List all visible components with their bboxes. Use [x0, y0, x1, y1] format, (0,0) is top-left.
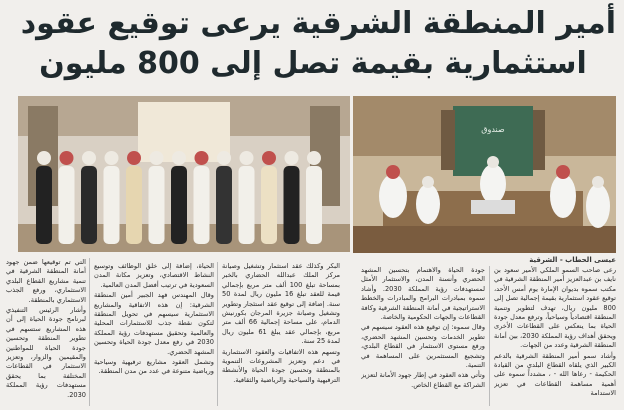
- article-column-1: [494, 266, 616, 406]
- headline-line-2: استثمارية بقيمة تصل إلى 800 مليون: [39, 46, 587, 81]
- group-photo: [18, 96, 350, 252]
- paragraph: وتسهم هذه الاتفاقيات والعقود الاستثمارية في دعم وتعزيز المشروعات التنموية بالمنطقة وتحسين جودة الحياة والأنشطة الترفيهية والسياحية والرياضية والثقافية.: [222, 347, 340, 384]
- paragraph: وأشار الرئيس التنفيذي لبرنامج جودة الحياة إلى أن هذه المشاريع ستسهم في تطوير المنطقة وتحسين جودة الحياة للمواطنين والمقيمين والزوار، وتعزيز الاستثمار في القطاعات المختلفة بما يحقق مستهدفات رؤية المملكة 2030.: [6, 306, 86, 399]
- paragraph: وقال سموه: إن توقيع هذه العقود سيسهم في تطوير الخدمات وتحسين المشهد الحضري، ورفع مستوى الاستثمار في القطاع البلدي، وتشجيع المستثمرين على المساهمة في التنمية.: [361, 323, 485, 370]
- paragraph: وتأتي هذه العقود في إطار جهود الأمانة لتعزيز الشراكة مع القطاع الخاص.: [361, 371, 485, 389]
- column-divider: [89, 258, 90, 406]
- paragraph: وأشاد سمو أمير المنطقة الشرقية بالدعم الكبير الذي يلقاه القطاع البلدي من القيادة الحكيمة - رعاها الله - ، مشدداً سموه على أهمية مساهمة القطاعات في تعزيز الاستدامة: [494, 351, 616, 398]
- article-column-2: [361, 266, 485, 406]
- article-column-5: [6, 258, 86, 406]
- column-divider: [217, 262, 218, 406]
- paragraph: وتشمل العقود مشاريع ترفيهية وسياحية ورياضية متنوعة في عدد من مدن المنطقة.: [94, 358, 214, 376]
- photo-caption: عيسى الحطاب - الشرقية: [529, 256, 616, 264]
- paragraph: البكر وكذلك عقد استثمار وتشغيل وصيانة مركز الملك عبدالله الحضاري بالخبر بمساحة تبلغ 100 ألف متر مربع بإجمالي قيمة للعقد تبلغ 16 مليون ريال لمدة 50 سنة. إضافة إلى توقيع عقد استئجار وتطوير وتشغيل وصيانة جزيرة المرجان بكورنيش الدمام، على مساحة إجمالية 66 ألف متر مربع، بإجمالي عقد يبلغ 61 مليون ريال لمدة 25 سنة.: [222, 262, 340, 346]
- banner-text: صندوق: [481, 125, 505, 134]
- signing-meeting-photo: [353, 96, 616, 253]
- paragraph: رعى صاحب السمو الملكي الأمير سعود بن نايف بن عبدالعزيز أمير المنطقة الشرقية في مكتب سموه بديوان الإمارة يوم أمس الأحد، توقيع عقود استثمارية بقيمة إجمالية تصل إلى 800 مليون ريال، تهدف لتطوير وتنمية المنطقة اقتصادياً وسياحياً، وترفع معدل جودة الحياة بما ينعكس على القطاعات الأخرى ويحقق أهداف رؤية المملكة 2030، بين أمانة المنطقة الشرقية وعدد من الجهات.: [494, 266, 616, 350]
- paragraph: وقال المهندس فهد الجبير أمين المنطقة الشرقية: إن هذه الاتفاقية والمشاريع الاستثمارية سيسهم في تحويل المنطقة لتكون نقطة جذب للاستثمارات المحلية والعالمية وتحقيق مستهدفات رؤية المملكة 2030 في رفع معدل جودة الحياة وتحسين المشهد الحضري.: [94, 291, 214, 356]
- article-column-4: [94, 262, 214, 406]
- column-divider: [489, 266, 490, 406]
- paragraph: التي تم توقيعها ضمن جهود أمانة المنطقة الشرقية في تنمية مشاريع القطاع البلدي الاستثماري، ورفع الجذب الاستثماري بالمنطقة.: [6, 258, 86, 304]
- article-column-3: [222, 262, 340, 406]
- paragraph: جودة الحياة والاهتمام بتحسين المشهد الحضري وأنسنة المدن، والاستثمار الأمثل لمستهدفات رؤية المملكة 2030. وأشاد سموه بمبادرات البرامج والمبادرات والخطط الاستراتيجية في أمانة المنطقة الشرقية وكافة القطاعات والجهات الحكومية والخاصة.: [361, 266, 485, 322]
- headline-line-1: أمير المنطقة الشرقية يرعى توقيع عقود: [20, 6, 616, 41]
- paragraph: الحياة، إضافة إلى خلق الوظائف وتوسيع النشاط الاقتصادي، وتعزيز مكانة المدن السعودية في ترتيب أفضل المدن العالمية.: [94, 262, 214, 289]
- headline: [10, 4, 616, 84]
